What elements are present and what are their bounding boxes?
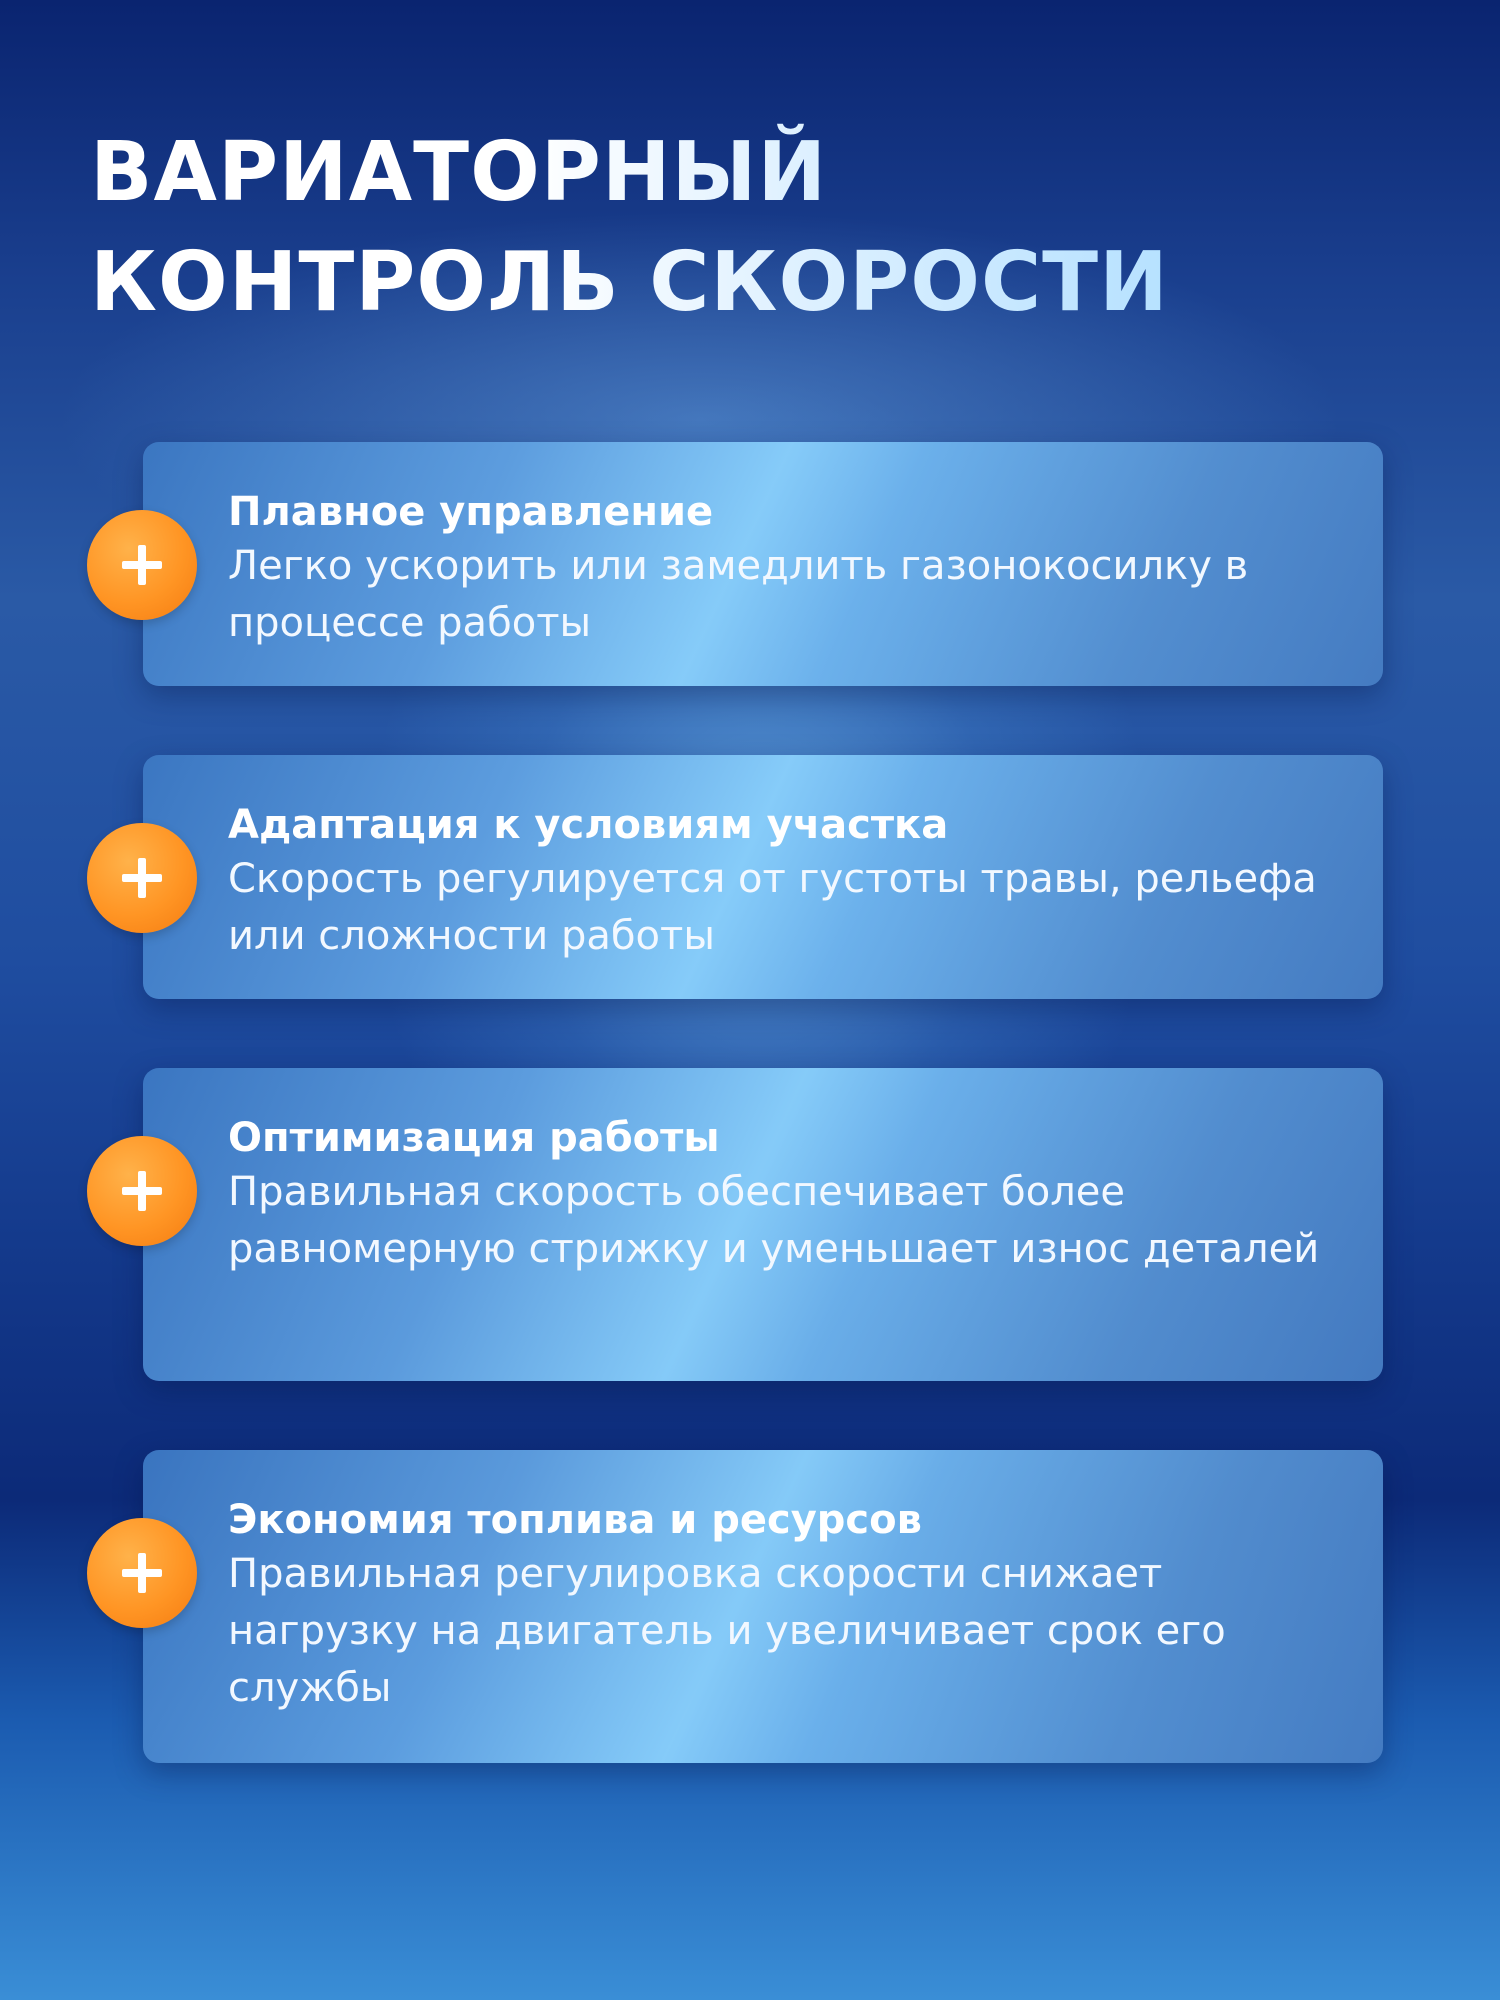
feature-title: Плавное управление	[228, 489, 714, 535]
page-title-line-1: ВАРИАТОРНЫЙ	[90, 125, 828, 220]
page-title	[90, 118, 1169, 338]
feature-title: Экономия топлива и ресурсов	[228, 1497, 922, 1543]
plus-icon	[87, 823, 197, 933]
feature-card-fuel-economy	[143, 1450, 1383, 1763]
feature-description: Правильная скорость обеспечивает более равномерную стрижку и уменьшает износ деталей	[228, 1169, 1320, 1272]
feature-description: Легко ускорить или замедлить газонокосилку в процессе работы	[228, 543, 1249, 646]
feature-title: Оптимизация работы	[228, 1115, 720, 1161]
feature-card-smooth-control	[143, 442, 1383, 686]
feature-title: Адаптация к условиям участка	[228, 802, 949, 848]
page-title-line-2: КОНТРОЛЬ СКОРОСТИ	[90, 235, 1169, 330]
plus-icon	[87, 1136, 197, 1246]
feature-card-text	[228, 486, 1353, 652]
feature-card-text	[228, 1494, 1353, 1717]
feature-description: Скорость регулируется от густоты травы, рельефа или сложности работы	[228, 856, 1317, 959]
plus-icon	[87, 510, 197, 620]
feature-card-terrain-adaptation	[143, 755, 1383, 999]
plus-icon	[87, 1518, 197, 1628]
feature-description: Правильная регулировка скорости снижает нагрузку на двигатель и увеличивает срок его службы	[228, 1551, 1226, 1711]
feature-card-text	[228, 799, 1353, 965]
feature-card-work-optimization	[143, 1068, 1383, 1381]
feature-card-text	[228, 1112, 1353, 1278]
